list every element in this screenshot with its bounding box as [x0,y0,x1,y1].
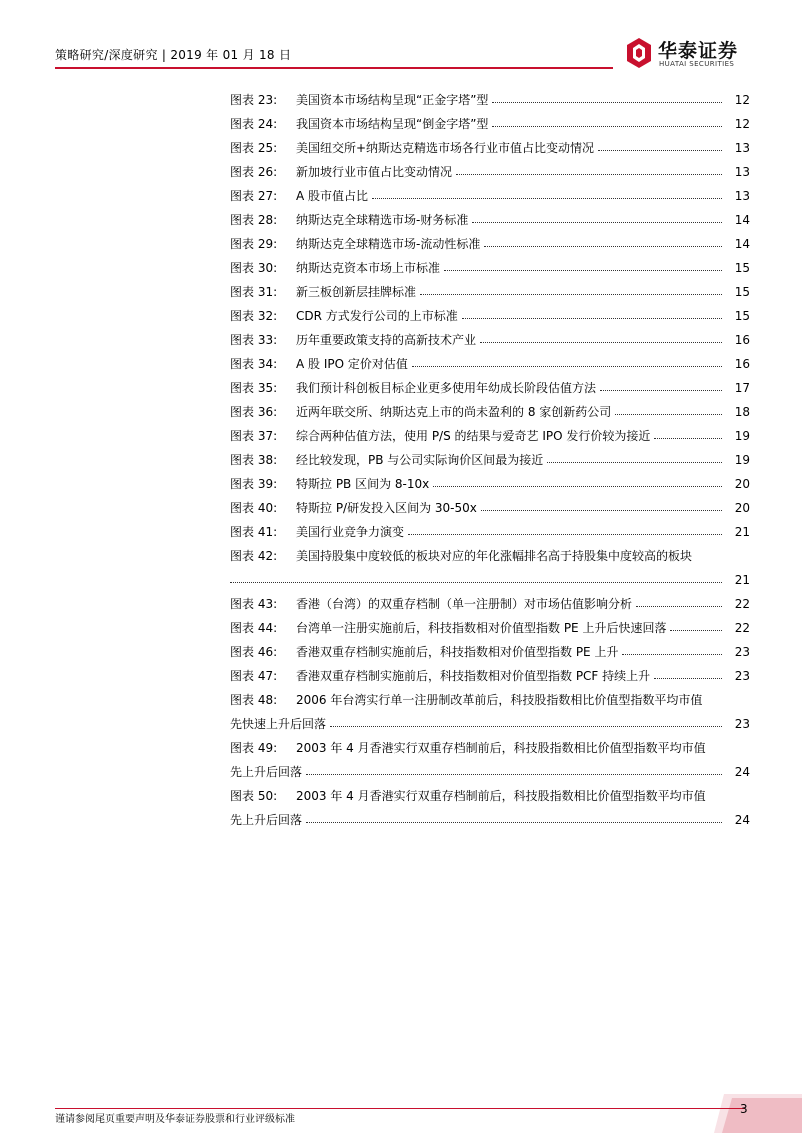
figure-label: 图表 44: [230,621,278,635]
figure-label: 图表 24: [230,117,278,131]
header-divider [55,67,613,69]
toc-entry[interactable] [230,376,750,400]
leader-dots [462,318,722,319]
figure-label: 图表 34: [230,357,278,371]
toc-entry[interactable] [230,688,750,712]
figure-label: 图表 41: [230,525,278,539]
figure-label: 图表 32: [230,309,278,323]
leader-dots [456,174,722,175]
toc-entry[interactable] [230,304,750,328]
figure-title: 新三板创新层挂牌标准 [296,285,417,299]
page-ref: 22 [734,597,750,611]
toc-entry[interactable] [230,448,750,472]
figure-label: 图表 28: [230,213,278,227]
leader-dots [598,150,722,151]
page-ref: 15 [734,285,750,299]
leader-dots [480,342,722,343]
leader-dots [636,606,722,607]
leader-dots [654,678,722,679]
leader-dots [492,102,722,103]
page-ref: 22 [734,621,750,635]
figure-title: 纳斯达克全球精选市场-财务标准 [296,213,469,227]
page-ref: 17 [734,381,750,395]
figure-label: 图表 38: [230,453,278,467]
footer-disclaimer: 谨请参阅尾页重要声明及华泰证券股票和行业评级标准 [55,1114,295,1125]
toc-entry[interactable] [230,472,750,496]
page-ref: 14 [734,237,750,251]
figure-label: 图表 42: [230,549,278,563]
huatai-logo-icon [624,36,654,70]
leader-dots [306,822,722,823]
figure-title: 综合两种估值方法，使用 P/S 的结果与爱奇艺 IPO 发行价较为接近 [296,429,651,443]
figure-title: 我国资本市场结构呈现“倒金字塔”型 [296,117,489,131]
figure-title: 特斯拉 PB 区间为 8-10x [296,477,430,491]
toc-entry[interactable] [230,280,750,304]
page-ref: 15 [734,309,750,323]
figure-title: 美国纽交所+纳斯达克精选市场各行业市值占比变动情况 [296,141,595,155]
page-ref: 24 [734,813,750,827]
toc-entry[interactable] [230,328,750,352]
figure-title: 2003 年 4 月香港实行双重存档制前后，科技股指数相比价值型指数平均市值 [296,789,706,803]
page-ref: 12 [734,93,750,107]
leader-dots [547,462,722,463]
figure-title-continued: 先快速上升后回落 [230,717,327,731]
logo-english-name: HUATAI SECURITIES [659,60,735,68]
leader-dots [622,654,722,655]
toc-entry[interactable] [230,640,750,664]
leader-dots [306,774,722,775]
leader-dots [484,246,722,247]
figure-label: 图表 39: [230,477,278,491]
figure-title-continued: 先上升后回落 [230,765,303,779]
page-ref: 13 [734,189,750,203]
leader-dots [600,390,722,391]
toc-entry[interactable] [230,496,750,520]
figure-label: 图表 30: [230,261,278,275]
toc-entry-continuation[interactable] [230,568,750,592]
figure-label: 图表 50: [230,789,278,803]
figure-title: 历年重要政策支持的高新技术产业 [296,333,477,347]
toc-entry-continuation[interactable] [230,760,750,784]
figure-title: 我们预计科创板目标企业更多使用年幼成长阶段估值方法 [296,381,597,395]
leader-dots [615,414,722,415]
figure-title: 美国持股集中度较低的板块对应的年化涨幅排名高于持股集中度较高的板块 [296,549,693,563]
logo-chinese-name: 华泰证券 [658,40,739,62]
toc-entry[interactable] [230,520,750,544]
figure-label: 图表 26: [230,165,278,179]
page-number-background [714,1094,802,1133]
toc-entry[interactable] [230,256,750,280]
figure-label: 图表 35: [230,381,278,395]
company-logo [624,36,754,72]
leader-dots [433,486,722,487]
toc-entry[interactable] [230,664,750,688]
page-ref: 18 [734,405,750,419]
figure-label: 图表 43: [230,597,278,611]
page-ref: 21 [734,573,750,587]
page-ref: 24 [734,765,750,779]
toc-entry[interactable] [230,232,750,256]
leader-dots [408,534,722,535]
toc-entry-continuation[interactable] [230,808,750,832]
toc-entry[interactable] [230,136,750,160]
page-ref: 19 [734,453,750,467]
figure-title: 台湾单一注册实施前后，科技指数相对价值型指数 PE 上升后快速回落 [296,621,667,635]
figure-title: A 股市值占比 [296,189,369,203]
figure-label: 图表 48: [230,693,278,707]
leader-dots [481,510,722,511]
figure-label: 图表 37: [230,429,278,443]
toc-entry[interactable] [230,400,750,424]
leader-dots [472,222,722,223]
figure-label: 图表 31: [230,285,278,299]
page-number: 3 [740,1102,748,1116]
page-ref: 19 [734,429,750,443]
toc-entry[interactable] [230,424,750,448]
leader-dots [670,630,722,631]
figure-title: 2003 年 4 月香港实行双重存档制前后，科技股指数相比价值型指数平均市值 [296,741,706,755]
figure-title: A 股 IPO 定价对估值 [296,357,408,371]
figure-label: 图表 46: [230,645,278,659]
figure-label: 图表 33: [230,333,278,347]
toc-entry[interactable] [230,160,750,184]
page-ref: 23 [734,717,750,731]
figure-title: 近两年联交所、纳斯达克上市的尚未盈利的 8 家创新药公司 [296,405,612,419]
page-ref: 20 [734,501,750,515]
leader-dots [492,126,722,127]
figure-label: 图表 40: [230,501,278,515]
figure-label: 图表 29: [230,237,278,251]
leader-dots [372,198,722,199]
figure-title: 2006 年台湾实行单一注册制改革前后，科技股指数相比价值型指数平均市值 [296,693,703,707]
figure-label: 图表 47: [230,669,278,683]
figure-label: 图表 36: [230,405,278,419]
leader-dots [654,438,722,439]
figure-title: 美国行业竞争力演变 [296,525,405,539]
page-ref: 15 [734,261,750,275]
leader-dots [330,726,722,727]
toc-entry[interactable] [230,544,750,568]
page-ref: 20 [734,477,750,491]
toc-entry[interactable] [230,616,750,640]
leader-dots [412,366,722,367]
figure-label: 图表 49: [230,741,278,755]
footer-divider [55,1108,745,1109]
figure-title: 经比较发现，PB 与公司实际询价区间最为接近 [296,453,544,467]
figure-label: 图表 23: [230,93,278,107]
page-ref: 14 [734,213,750,227]
page-ref: 16 [734,357,750,371]
toc-entry[interactable] [230,736,750,760]
leader-dots [420,294,722,295]
toc-entry[interactable] [230,112,750,136]
page-ref: 13 [734,165,750,179]
header-title: 策略研究/深度研究 | 2019 年 01 月 18 日 [55,48,292,62]
figure-title: 香港双重存档制实施前后，科技指数相对价值型指数 PCF 持续上升 [296,669,651,683]
toc-entry[interactable] [230,184,750,208]
toc-entry[interactable] [230,784,750,808]
page-ref: 16 [734,333,750,347]
figure-label: 图表 27: [230,189,278,203]
page-ref: 23 [734,645,750,659]
figure-title: CDR 方式发行公司的上市标准 [296,309,458,323]
figure-title: 纳斯达克全球精选市场-流动性标准 [296,237,481,251]
page-ref: 21 [734,525,750,539]
figure-title: 香港（台湾）的双重存档制（单一注册制）对市场估值影响分析 [296,597,633,611]
toc-entry[interactable] [230,592,750,616]
toc-entry[interactable] [230,88,750,112]
table-of-figures [230,88,750,832]
figure-label: 图表 25: [230,141,278,155]
figure-title: 香港双重存档制实施前后，科技指数相对价值型指数 PE 上升 [296,645,619,659]
toc-entry-continuation[interactable] [230,712,750,736]
leader-dots [230,582,722,583]
figure-title: 美国资本市场结构呈现“正金字塔”型 [296,93,489,107]
toc-entry[interactable] [230,208,750,232]
page-ref: 23 [734,669,750,683]
figure-title: 新加坡行业市值占比变动情况 [296,165,453,179]
figure-title: 纳斯达克资本市场上市标准 [296,261,441,275]
figure-title: 特斯拉 P/研发投入区间为 30-50x [296,501,477,515]
toc-entry[interactable] [230,352,750,376]
page-ref: 12 [734,117,750,131]
figure-title-continued: 先上升后回落 [230,813,303,827]
leader-dots [444,270,722,271]
page-ref: 13 [734,141,750,155]
